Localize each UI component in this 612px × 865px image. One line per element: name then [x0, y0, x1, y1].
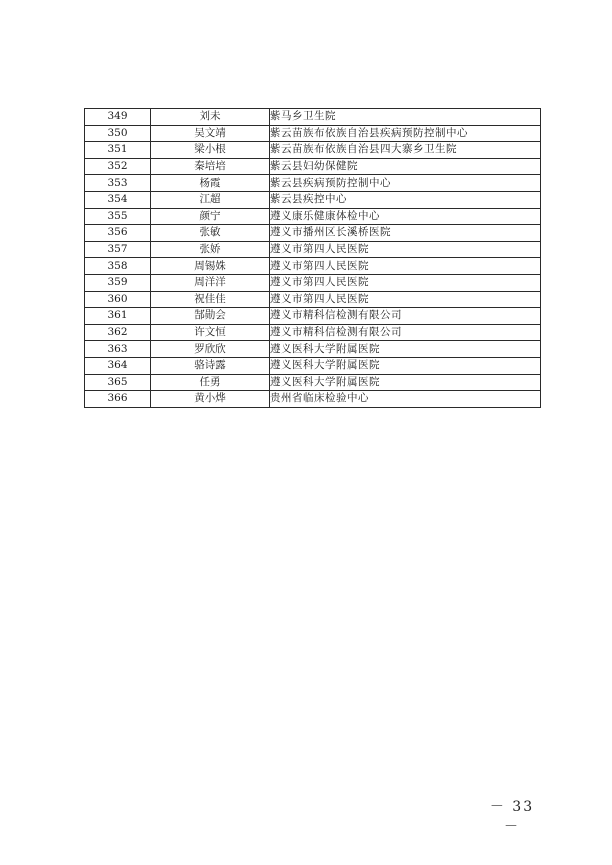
organization-cell: 紫云县疾控中心	[270, 191, 541, 208]
row-number-cell: 354	[85, 191, 151, 208]
organization-cell: 遵义市精科信检测有限公司	[270, 308, 541, 325]
organization-cell: 紫云县妇幼保健院	[270, 158, 541, 175]
person-name-cell: 任勇	[151, 374, 270, 391]
row-number-cell: 351	[85, 142, 151, 159]
organization-cell: 紫马乡卫生院	[270, 109, 541, 126]
table-row	[85, 391, 541, 408]
table-row	[85, 357, 541, 374]
organization-cell: 遵义康乐健康体检中心	[270, 208, 541, 225]
organization-cell: 贵州省临床检验中心	[270, 391, 541, 408]
organization-cell: 遵义医科大学附属医院	[270, 357, 541, 374]
organization-cell: 遵义市第四人民医院	[270, 258, 541, 275]
row-number-cell: 349	[85, 109, 151, 126]
organization-cell: 紫云苗族布依族自治县疾病预防控制中心	[270, 125, 541, 142]
table-row	[85, 258, 541, 275]
table-row	[85, 208, 541, 225]
row-number-cell: 350	[85, 125, 151, 142]
person-name-cell: 江超	[151, 191, 270, 208]
person-name-cell: 祝佳佳	[151, 291, 270, 308]
row-number-cell: 362	[85, 324, 151, 341]
organization-cell: 遵义市播州区长溪桥医院	[270, 225, 541, 242]
person-name-cell: 颜宁	[151, 208, 270, 225]
organization-cell: 遵义市精科信检测有限公司	[270, 324, 541, 341]
person-name-cell: 吴文靖	[151, 125, 270, 142]
person-name-cell: 梁小根	[151, 142, 270, 159]
row-number-cell: 352	[85, 158, 151, 175]
person-name-cell: 许文恒	[151, 324, 270, 341]
page-number: － 33 －	[489, 799, 535, 835]
row-number-cell: 356	[85, 225, 151, 242]
table-row	[85, 175, 541, 192]
table-row	[85, 125, 541, 142]
row-number-cell: 360	[85, 291, 151, 308]
person-name-cell: 黄小烨	[151, 391, 270, 408]
organization-cell: 遵义市第四人民医院	[270, 241, 541, 258]
personnel-table	[84, 108, 541, 408]
table-row	[85, 225, 541, 242]
table-row	[85, 142, 541, 159]
organization-cell: 紫云苗族布依族自治县四大寨乡卫生院	[270, 142, 541, 159]
table-row	[85, 341, 541, 358]
table-row	[85, 109, 541, 126]
person-name-cell: 张敏	[151, 225, 270, 242]
table-row	[85, 308, 541, 325]
row-number-cell: 364	[85, 357, 151, 374]
person-name-cell: 郜勋会	[151, 308, 270, 325]
person-name-cell: 周洋洋	[151, 274, 270, 291]
row-number-cell: 358	[85, 258, 151, 275]
row-number-cell: 359	[85, 274, 151, 291]
table-row	[85, 374, 541, 391]
table-row	[85, 324, 541, 341]
row-number-cell: 363	[85, 341, 151, 358]
person-name-cell: 刘未	[151, 109, 270, 126]
organization-cell: 紫云县疾病预防控制中心	[270, 175, 541, 192]
row-number-cell: 353	[85, 175, 151, 192]
person-name-cell: 骆诗露	[151, 357, 270, 374]
organization-cell: 遵义市第四人民医院	[270, 291, 541, 308]
person-name-cell: 秦培培	[151, 158, 270, 175]
personnel-table-body	[85, 109, 541, 408]
table-row	[85, 191, 541, 208]
person-name-cell: 罗欣欣	[151, 341, 270, 358]
person-name-cell: 张娇	[151, 241, 270, 258]
person-name-cell: 周锡姝	[151, 258, 270, 275]
organization-cell: 遵义市第四人民医院	[270, 274, 541, 291]
organization-cell: 遵义医科大学附属医院	[270, 374, 541, 391]
person-name-cell: 杨霞	[151, 175, 270, 192]
table-row	[85, 291, 541, 308]
row-number-cell: 357	[85, 241, 151, 258]
table-row	[85, 241, 541, 258]
organization-cell: 遵义医科大学附属医院	[270, 341, 541, 358]
table-row	[85, 274, 541, 291]
row-number-cell: 366	[85, 391, 151, 408]
row-number-cell: 365	[85, 374, 151, 391]
row-number-cell: 361	[85, 308, 151, 325]
table-row	[85, 158, 541, 175]
row-number-cell: 355	[85, 208, 151, 225]
